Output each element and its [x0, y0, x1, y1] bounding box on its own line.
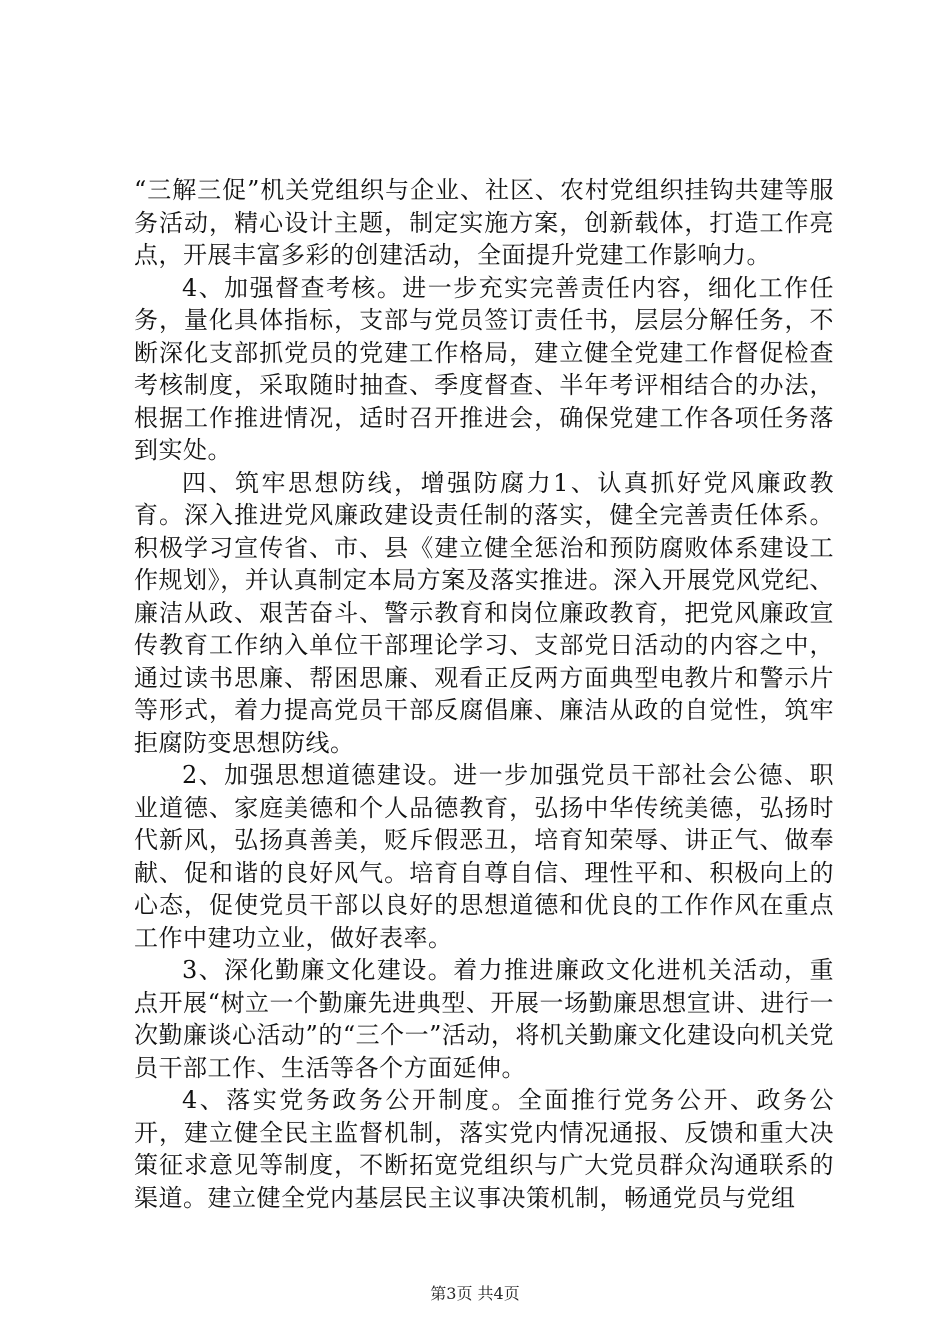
paragraph-2: 4、加强督查考核。进一步充实完善责任内容，细化工作任务，量化具体指标，支部与党员签订责任书，层层分解任务，不断深化支部抓党员的党建工作格局，建立健全党建工作督促检查考核制度，采取随时抽查、季度督查、半年考评相结合的办法，根据工作推进情况，适时召开推进会，确保党建工作各项任务落到实处。 — [134, 273, 834, 464]
document-body — [134, 174, 834, 1214]
page-footer: 第3页 共4页 — [430, 1284, 520, 1303]
paragraph-6: 4、落实党务政务公开制度。全面推行党务公开、政务公开，建立健全民主监督机制，落实党内情况通报、反馈和重大决策征求意见等制度，不断拓宽党组织与广大党员群众沟通联系的渠道。建立健全党内基层民主议事决策机制，畅通党员与党组 — [134, 1086, 834, 1212]
paragraph-4: 2、加强思想道德建设。进一步加强党员干部社会公德、职业道德、家庭美德和个人品德教育，弘扬中华传统美德，弘扬时代新风，弘扬真善美，贬斥假恶丑，培育知荣辱、讲正气、做奉献、促和谐的良好风气。培育自尊自信、理性平和、积极向上的心态，促使党员干部以良好的思想道德和优良的工作作风在重点工作中建功立业，做好表率。 — [134, 761, 834, 952]
paragraph-5: 3、深化勤廉文化建设。着力推进廉政文化进机关活动，重点开展“树立一个勤廉先进典型、开展一场勤廉思想宣讲、进行一次勤廉谈心活动”的“三个一”活动，将机关勤廉文化建设向机关党员干部工作、生活等各个方面延伸。 — [134, 956, 834, 1082]
paragraph-1: “三解三促”机关党组织与企业、社区、农村党组织挂钩共建等服务活动，精心设计主题，制定实施方案，创新载体，打造工作亮点，开展丰富多彩的创建活动，全面提升党建工作影响力。 — [134, 176, 834, 269]
paragraph-3: 四、筑牢思想防线，增强防腐力1、认真抓好党风廉政教育。深入推进党风廉政建设责任制的落实，健全完善责任体系。积极学习宣传省、市、县《建立健全惩治和预防腐败体系建设工作规划》，并认真制定本局方案及落实推进。深入开展党风党纪、廉洁从政、艰苦奋斗、警示教育和岗位廉政教育，把党风廉政宣传教育工作纳入单位干部理论学习、支部党日活动的内容之中，通过读书思廉、帮困思廉、观看正反两方面典型电教片和警示片等形式，着力提高党员干部反腐倡廉、廉洁从政的自觉性，筑牢拒腐防变思想防线。 — [134, 468, 834, 757]
